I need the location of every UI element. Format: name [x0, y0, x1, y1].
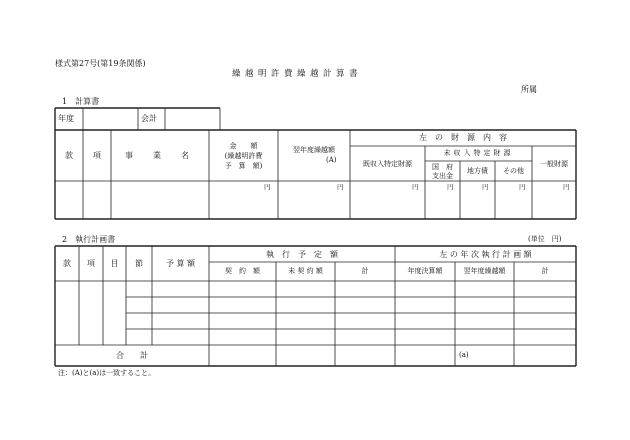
col-received-specific: 既収入特定財源	[363, 160, 412, 168]
col2-moku: 目	[110, 259, 119, 268]
year-label: 年度	[58, 114, 74, 123]
footnote: 注：(A)と(a)は一致すること。	[58, 369, 156, 377]
col-amount-line2: (繰越明許費	[224, 152, 263, 160]
col2-next-year-plan: 左 の 年 次 執 行 計 画 額	[439, 250, 532, 259]
col2-budget: 予 算 額	[165, 259, 196, 268]
unit-yen-other: 円	[519, 183, 526, 191]
sum-row-label: 合 計	[116, 351, 148, 360]
col-local-bond: 地方債	[467, 167, 488, 175]
unit-yen-carryover: 円	[337, 183, 344, 191]
col2-uncontracted: 未 契 約 額	[288, 267, 323, 275]
col-amount-line3: 予 算 額)	[224, 162, 263, 170]
col2-kou: 項	[87, 259, 95, 268]
section2-heading: 2 執行計画書	[62, 235, 116, 244]
col-carryover-line1: 翌年度繰越額	[293, 146, 335, 154]
col2-execution-plan: 執 行 予 定 額	[266, 250, 338, 259]
col-kou: 項	[93, 151, 101, 160]
sum-row-mark: (a)	[459, 351, 469, 359]
unit-yen-amount: 円	[264, 183, 271, 191]
page-title: 繰越明許費繰越計算書	[232, 69, 363, 79]
col2-total: 計	[361, 267, 369, 275]
col2-setsu: 節	[135, 259, 143, 268]
col2-total2: 計	[541, 267, 549, 275]
col-general-fund: 一般財源	[540, 160, 568, 168]
col2-kan: 款	[63, 259, 71, 268]
col-carryover-line2: (A)	[326, 156, 337, 164]
col2-next-year-carry: 翌年度繰越額	[463, 267, 506, 275]
account-label: 会計	[141, 114, 157, 123]
unit-note: (単位 円)	[528, 235, 562, 243]
section1-heading: 1 計算書	[62, 97, 100, 106]
col-breakdown: 左 の 財 源 内 容	[419, 133, 507, 142]
col-project-name: 事 業 名	[125, 151, 195, 160]
col-national-line2: 支出金	[432, 172, 453, 180]
col2-settlement: 年度決算額	[407, 267, 443, 275]
col-amount-line1: 金 額	[229, 142, 258, 150]
col-unreceived-specific: 未収入特定財源	[443, 149, 514, 157]
unit-yen-general: 円	[563, 183, 570, 191]
form-number: 様式第27号(第19条関係)	[55, 59, 146, 68]
unit-yen-national: 円	[447, 183, 454, 191]
affiliation-label: 所属	[521, 85, 537, 94]
col-kan: 款	[65, 151, 73, 160]
unit-yen-local-bond: 円	[482, 183, 489, 191]
col-other: その他	[503, 167, 524, 175]
unit-yen-received: 円	[412, 183, 419, 191]
col2-contract: 契 約 額	[225, 267, 260, 275]
col-national-line1: 国 府	[432, 163, 453, 171]
